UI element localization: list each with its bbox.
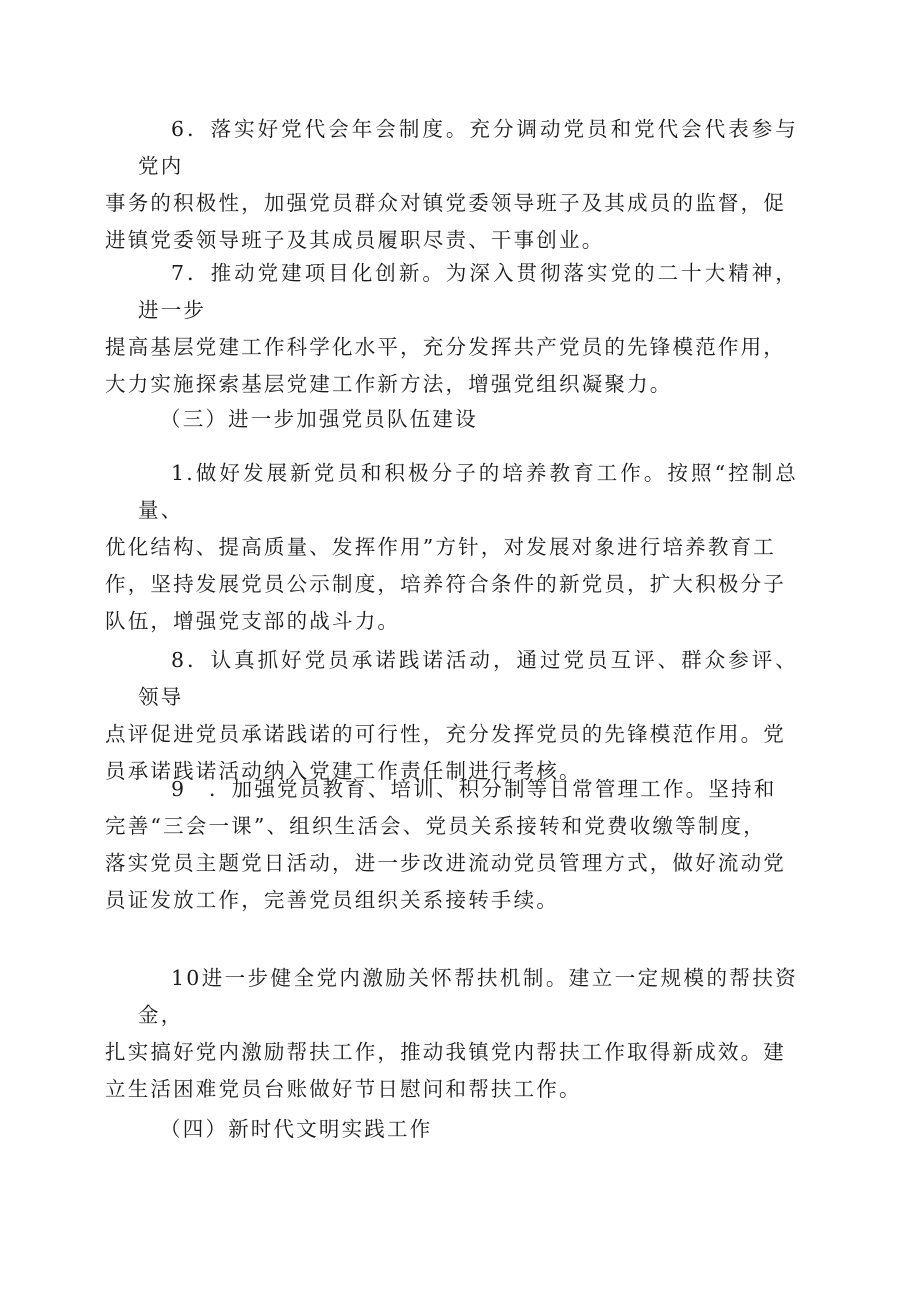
text-line: 队伍，增强党支部的战斗力。 <box>105 609 401 633</box>
text-line: 8．认真抓好党员承诺践诺活动，通过党员互评、群众参评、领导 <box>138 648 798 709</box>
text-line: 员承诺践诺活动纳入党建工作责任制进行考核。 <box>105 759 582 783</box>
text-line: 作，坚持发展党员公示制度，培养符合条件的新党员，扩大积极分子 <box>105 572 786 596</box>
text-line: 7．推动党建项目化创新。为深入贯彻落实党的二十大精神，进一步 <box>138 261 798 322</box>
text-line: 完善“三会一课”、组织生活会、党员关系接转和党费收缴等制度， <box>105 814 766 838</box>
text-line: 优化结构、提高质量、发挥作用”方针，对发展对象进行培养教育工 <box>105 535 776 559</box>
text-line: 6．落实好党代会年会制度。充分调动党员和党代会代表参与党内 <box>138 117 798 178</box>
text-line: 扎实搞好党内激励帮扶工作，推动我镇党内帮扶工作取得新成效。建 <box>105 1040 786 1064</box>
paragraph-6 <box>105 111 798 259</box>
text-line: 立生活困难党员台账做好节日慰问和帮扶工作。 <box>105 1077 582 1101</box>
text-line: 进镇党委领导班子及其成员履职尽责、干事创业。 <box>105 228 605 252</box>
text-line: 9 ．加强党员教育、培训、积分制等日常管理工作。坚持和 <box>171 777 777 801</box>
text-line: 点评促进党员承诺践诺的可行性，充分发挥党员的先锋模范作用。党 <box>105 722 786 746</box>
text-line: 员证发放工作，完善党员组织关系接转手续。 <box>105 888 559 912</box>
paragraph-7 <box>105 255 798 403</box>
section-heading-3: （三）进一步加强党员队伍建设 <box>160 407 478 431</box>
paragraph-8 <box>105 642 798 790</box>
section-heading-4: （四）新时代文明实践工作 <box>160 1117 433 1141</box>
text-line: 事务的积极性，加强党员群众对镇党委领导班子及其成员的监督，促 <box>105 191 786 215</box>
text-line: 提高基层党建工作科学化水平，充分发挥共产党员的先锋模范作用， <box>105 335 786 359</box>
text-line: 1.做好发展新党员和积极分子的培养教育工作。按照“控制总量、 <box>138 461 798 522</box>
text-line: 10进一步健全党内激励关怀帮扶机制。建立一定规模的帮扶资金， <box>138 966 798 1027</box>
paragraph-10 <box>105 960 798 1108</box>
text-line: 落实党员主题党日活动，进一步改进流动党员管理方式，做好流动党 <box>105 851 786 875</box>
paragraph-1 <box>105 455 798 640</box>
text-line: 大力实施探索基层党建工作新方法，增强党组织凝聚力。 <box>105 372 673 396</box>
